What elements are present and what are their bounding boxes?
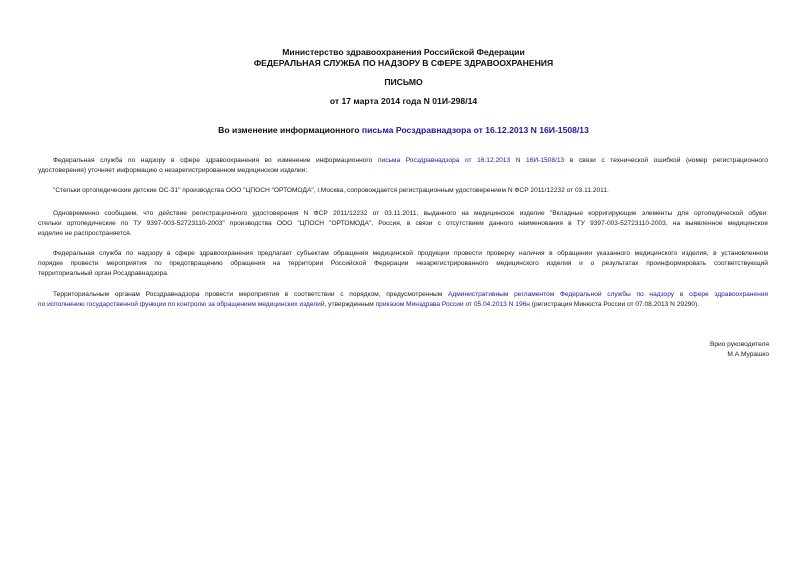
paragraph-1-line-1 — [38, 156, 768, 166]
paragraph-1-text-b: в связи с технической ошибкой (номер регистрационного — [564, 157, 768, 164]
signatory-position: Врио руководителя — [709, 341, 769, 348]
paragraph-4 — [38, 249, 768, 279]
paragraph-5 — [38, 290, 768, 310]
signatory-name: М.А.Мурашко — [727, 351, 769, 358]
paragraph-1-line-2: удостоверения) уточняет информацию о незарегистрированном медицинском изделии: — [38, 167, 308, 174]
paragraph-3-line-1: Одновременно сообщаем, что действие регистрационного удостоверения N ФСР 2011/12232 от 03.11.2011, выданного на медицинское изделие "Вкладные корригирующие элементы для ортопедической обуви: — [53, 210, 768, 217]
order-link[interactable]: приказом Минздрава России от 05.04.2013 N 196н — [375, 301, 530, 308]
regulation-link-continued[interactable]: по исполнению государственной функции по контролю за обращением медицинских изделий — [38, 301, 325, 308]
paragraph-1-text-a: Федеральная служба по надзору в сфере здравоохранения во изменение информационного — [53, 157, 378, 164]
paragraph-5-line-1 — [38, 290, 768, 300]
paragraph-5-line-2 — [38, 300, 768, 310]
ministry-name: Министерство здравоохранения Российской Федерации — [282, 47, 525, 57]
service-name: ФЕДЕРАЛЬНАЯ СЛУЖБА ПО НАДЗОРУ В СФЕРЕ ЗДРАВООХРАНЕНИЯ — [253, 58, 554, 68]
paragraph-5-text-a: Территориальным органам Росздравнадзора провести мероприятия в соответствии с порядком, предусмотренным — [53, 291, 449, 298]
paragraph-3-line-2: стельки ортопедические по ТУ 9397-003-52723110-2003" производства ООО "ЦПОСН "ОРТОМОДА", Россия, в связи с отсутствием данного наименования в ТУ 9397-003-52723110-2003, на выявленное медицинское — [38, 220, 768, 227]
paragraph-5-text-b: , утвержденным — [324, 301, 376, 308]
regulation-link[interactable]: Административным регламентом Федеральной службы по надзору в сфере здравоохранения — [448, 291, 768, 298]
letter-link[interactable]: письма Росздравнадзора от 16.12.2013 N 16И-1508/13 — [377, 157, 565, 164]
document-date-number: от 17 марта 2014 года N 01И-298/14 — [329, 96, 478, 106]
paragraph-1 — [38, 156, 768, 176]
subject-prefix: Во изменение информационного — [218, 125, 362, 135]
subject-letter-link[interactable]: письма Росздравнадзора от 16.12.2013 N 16И-1508/13 — [361, 125, 589, 135]
paragraph-2 — [38, 186, 768, 196]
paragraph-3-line-3: изделие не распространяется. — [38, 230, 132, 237]
paragraph-2-line-1: "Стельки ортопедические детские ОС-31" производства ООО "ЦПОСН "ОРТОМОДА", г.Москва, сопровождается регистрационным удостоверением N ФСР 2011/12232 от 03.11.2011. — [53, 187, 609, 194]
paragraph-3 — [38, 209, 768, 239]
paragraph-4-line-1: Федеральная служба по надзору в сфере здравоохранения предлагает субъектам обращения медицинской продукции провести проверку наличия в обращении указанного медицинского изделия, в установленном — [53, 250, 768, 257]
document-type: ПИСЬМО — [384, 77, 423, 87]
paragraph-5-text-c: (регистрация Минюста России от 07.08.2013 N 29290). — [529, 301, 700, 308]
document-subject — [0, 125, 807, 135]
signature-block — [710, 340, 769, 360]
paragraph-4-line-2: порядке провести мероприятия по предотвращению обращения на территории Российской Федерации незарегистрированного медицинского изделия и о результатах проинформировать соответствующий — [38, 260, 768, 267]
paragraph-4-line-3: территориальный орган Росздравнадзора. — [38, 270, 169, 277]
